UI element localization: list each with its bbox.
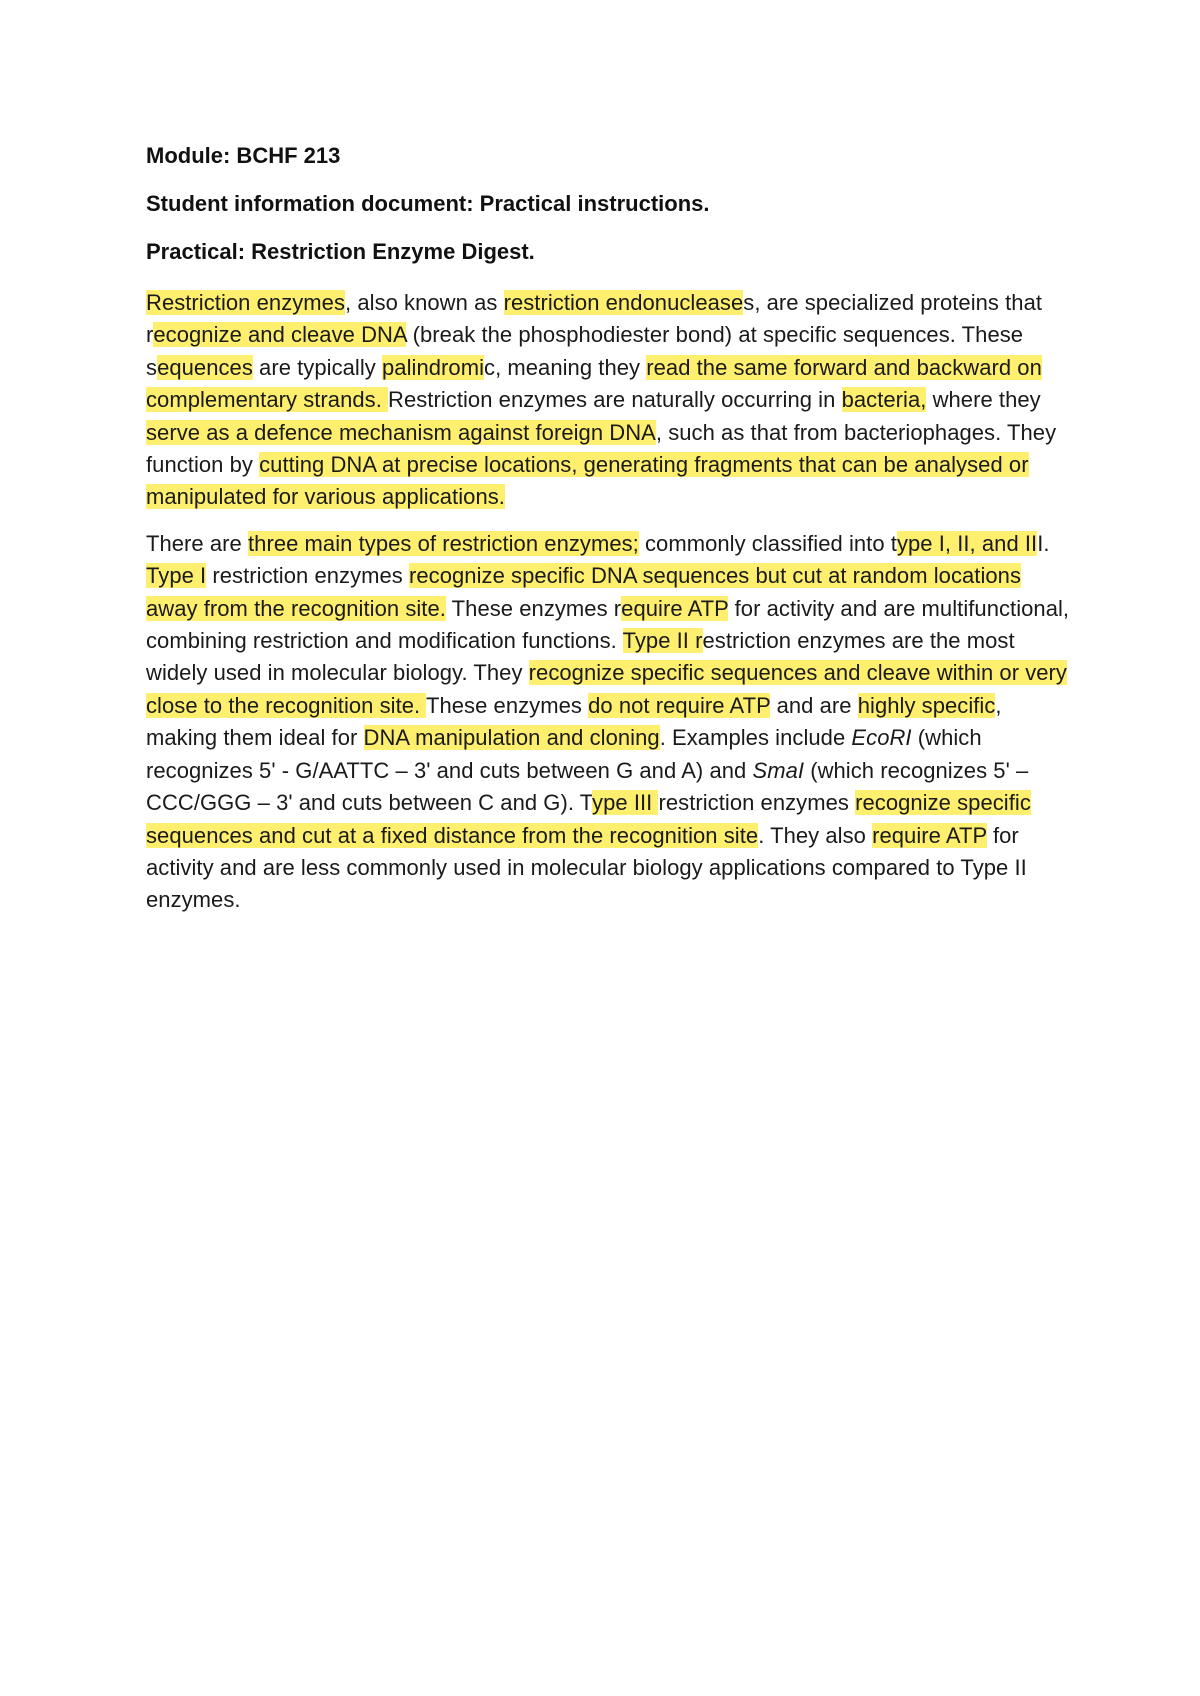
highlighted-text: serve as a defence mechanism against foreign DNA bbox=[146, 419, 656, 445]
highlighted-text: read the same forward and backward on complementary strands. bbox=[146, 354, 1042, 413]
highlighted-text: highly specific bbox=[857, 692, 996, 718]
paragraph-text: I. bbox=[1037, 530, 1050, 556]
highlighted-text: recognize specific sequences and cleave within or very close to the recognition site. bbox=[146, 660, 1067, 718]
paragraph-text: These enzymes bbox=[425, 692, 589, 718]
highlighted-text: DNA manipulation and cloning bbox=[363, 725, 660, 751]
paragraph-text: , also known as bbox=[345, 290, 504, 315]
paragraph-enzyme-types bbox=[146, 528, 1071, 917]
paragraph-restriction-enzymes bbox=[146, 287, 1071, 514]
highlighted-text: recognize specific sequences and cut at a fixed distance from the recognition site bbox=[146, 790, 1031, 848]
highlighted-text: equences bbox=[157, 354, 253, 380]
paragraph-text: (which recognizes 5' - G/AATTC – 3' and cuts between G and A) and bbox=[146, 725, 982, 783]
paragraph-text: These enzymes r bbox=[445, 595, 622, 621]
paragraph-text: are typically bbox=[252, 354, 383, 380]
paragraph-text: There are bbox=[146, 530, 248, 556]
paragraph-text: Restriction enzymes are naturally occurring in bbox=[388, 387, 842, 413]
paragraph-text: s, are specialized proteins that r bbox=[146, 290, 1043, 348]
paragraph-text: (which recognizes 5' – CCC/GGG – 3' and cuts between C and G). T bbox=[146, 757, 1029, 816]
practical-heading: Practical: Restriction Enzyme Digest. bbox=[146, 239, 535, 264]
paragraph-text: commonly classified into t bbox=[638, 530, 897, 556]
highlighted-text: palindromi bbox=[382, 354, 485, 380]
paragraph-text: . They also bbox=[758, 822, 873, 848]
paragraph-text: c, meaning they bbox=[484, 354, 647, 380]
highlighted-text: do not require ATP bbox=[588, 692, 771, 718]
italic-text: EcoRI bbox=[851, 725, 912, 751]
highlighted-text: recognize specific DNA sequences but cut at random locations away from the recognition site. bbox=[146, 563, 1022, 621]
paragraph-text: and are bbox=[770, 692, 858, 718]
highlighted-text: equire ATP bbox=[621, 595, 729, 621]
highlighted-text: ype I, II, and II bbox=[896, 530, 1038, 556]
paragraph-text: , making them ideal for bbox=[146, 692, 1002, 751]
paragraph-text: estriction enzymes are the most widely used in molecular biology. They bbox=[146, 628, 1015, 686]
paragraph-text: for activity and are multifunctional, combining restriction and modification functions. bbox=[146, 595, 1070, 654]
highlighted-text: Type II r bbox=[622, 628, 703, 654]
highlighted-text: cutting DNA at precise locations, generating fragments that can be analysed or manipulated for various applications. bbox=[146, 452, 1029, 510]
paragraph-text: . Examples include bbox=[659, 725, 852, 751]
highlighted-text: ype III bbox=[592, 790, 659, 816]
highlighted-text: three main types of restriction enzymes; bbox=[248, 530, 639, 556]
document-body bbox=[146, 143, 1071, 931]
italic-text: SmaI bbox=[752, 757, 805, 783]
paragraph-text: for activity and are less commonly used in molecular biology applications compared to Type II enzymes. bbox=[146, 822, 1027, 913]
highlighted-text: bacteria, bbox=[841, 387, 927, 413]
paragraph-text: where they bbox=[926, 387, 1041, 413]
paragraph-text: , such as that from bacteriophages. They function by bbox=[146, 419, 1057, 478]
paragraph-text: (break the phosphodiester bond) at specific sequences. These s bbox=[146, 322, 1024, 380]
paragraph-text: restriction enzymes bbox=[658, 790, 856, 816]
highlighted-text: require ATP bbox=[872, 822, 987, 848]
module-heading: Module: BCHF 213 bbox=[146, 143, 341, 168]
highlighted-text: ecognize and cleave DNA bbox=[153, 322, 407, 348]
info-heading: Student information document: Practical instructions. bbox=[146, 191, 710, 216]
highlighted-text: restriction endonuclease bbox=[503, 290, 744, 315]
highlighted-text: Restriction enzymes bbox=[146, 290, 346, 315]
highlighted-text: Type I bbox=[146, 563, 207, 589]
paragraph-text: restriction enzymes bbox=[206, 563, 410, 589]
